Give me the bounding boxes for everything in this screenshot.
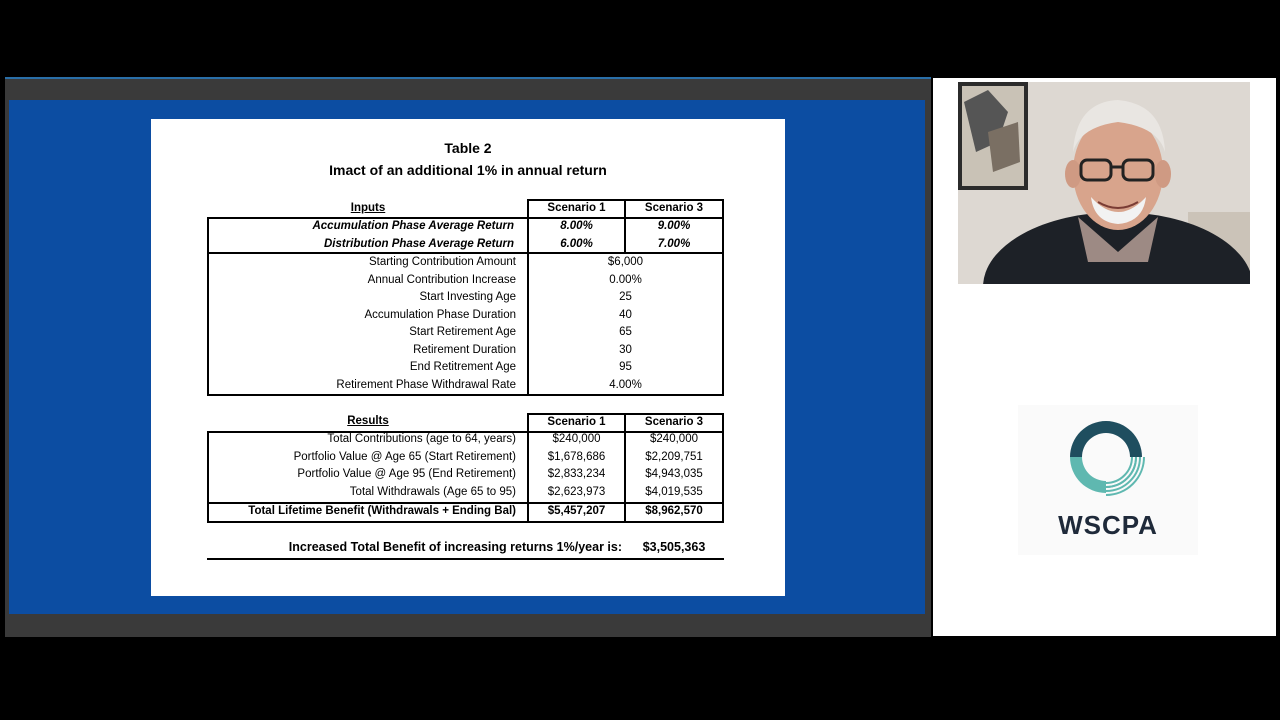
results-header: Results bbox=[347, 415, 389, 427]
presenter-video-image bbox=[958, 82, 1250, 284]
input-row-label: Start Investing Age bbox=[419, 291, 516, 303]
total-row-scenario-a: $5,457,207 bbox=[547, 505, 606, 517]
inputs-header: Inputs bbox=[350, 202, 386, 214]
input-row-label: End Retitrement Age bbox=[409, 361, 516, 373]
result-row-scenario-a: $2,833,234 bbox=[547, 468, 606, 480]
result-row-label: Total Contributions (age to 64, years) bbox=[327, 433, 516, 445]
input-row-label: Start Retirement Age bbox=[409, 326, 516, 338]
result-row-label: Total Withdrawals (Age 65 to 95) bbox=[349, 485, 516, 498]
wscpa-logo-text: WSCPA bbox=[1058, 510, 1158, 540]
input-row-value: 4.00% bbox=[609, 378, 642, 391]
result-row-scenario-b: $4,019,535 bbox=[645, 485, 703, 498]
result-row-scenario-b: $2,209,751 bbox=[645, 450, 703, 463]
input-row-label: Retirement Duration bbox=[413, 343, 516, 356]
result-row-scenario-b: $240,000 bbox=[650, 433, 698, 445]
result-row-scenario-a: $2,623,973 bbox=[547, 485, 606, 498]
wscpa-logo-icon bbox=[1018, 405, 1198, 505]
return-row-scenario-a: 8.00% bbox=[560, 220, 593, 232]
return-row-label: Accumulation Phase Average Return bbox=[312, 220, 514, 232]
results-scenario-b-header: Scenario 3 bbox=[644, 416, 704, 428]
return-row-scenario-b: 7.00% bbox=[657, 237, 691, 250]
input-row-value: 25 bbox=[619, 291, 632, 303]
inputs-scenario-a-header: Scenario 1 bbox=[547, 202, 606, 214]
return-row-label: Distribution Phase Average Return bbox=[323, 237, 514, 250]
results-scenario-a-header: Scenario 1 bbox=[547, 416, 606, 428]
input-row-value: 40 bbox=[619, 308, 632, 321]
presentation-slide bbox=[151, 119, 785, 596]
result-row-label: Portfolio Value @ Age 95 (End Retirement) bbox=[297, 468, 516, 480]
return-row-scenario-a: 6.00% bbox=[560, 237, 593, 250]
input-row-label: Starting Contribution Amount bbox=[368, 256, 516, 268]
total-row-scenario-b: $8,962,570 bbox=[645, 505, 703, 517]
summary-underline bbox=[207, 558, 724, 560]
slide-subtitle: Imact of an additional 1% in annual return bbox=[329, 162, 607, 178]
input-row-label: Retirement Phase Withdrawal Rate bbox=[336, 378, 516, 391]
total-row-label: Total Lifetime Benefit (Withdrawals + Ending Bal) bbox=[248, 505, 516, 517]
input-row-value: 65 bbox=[619, 326, 632, 338]
inputs-scenario-b-header: Scenario 3 bbox=[644, 202, 704, 214]
input-row-label: Accumulation Phase Duration bbox=[364, 308, 516, 321]
input-row-value: 30 bbox=[619, 343, 632, 356]
input-row-label: Annual Contribution Increase bbox=[367, 273, 516, 286]
input-row-value: $6,000 bbox=[607, 256, 644, 268]
input-row-value: 95 bbox=[619, 361, 632, 373]
input-row-value: 0.00% bbox=[609, 273, 642, 286]
summary-value: $3,505,363 bbox=[642, 540, 706, 554]
slide-title: Table 2 bbox=[444, 140, 492, 156]
result-row-label: Portfolio Value @ Age 65 (Start Retirement) bbox=[293, 450, 516, 463]
summary-label: Increased Total Benefit of increasing returns 1%/year is: bbox=[288, 540, 622, 554]
result-row-scenario-a: $240,000 bbox=[552, 433, 601, 445]
result-row-scenario-b: $4,943,035 bbox=[645, 468, 703, 480]
presenter-video[interactable] bbox=[958, 82, 1250, 284]
result-row-scenario-a: $1,678,686 bbox=[547, 450, 606, 463]
return-row-scenario-b: 9.00% bbox=[657, 220, 691, 232]
wscpa-logo bbox=[1018, 405, 1198, 555]
